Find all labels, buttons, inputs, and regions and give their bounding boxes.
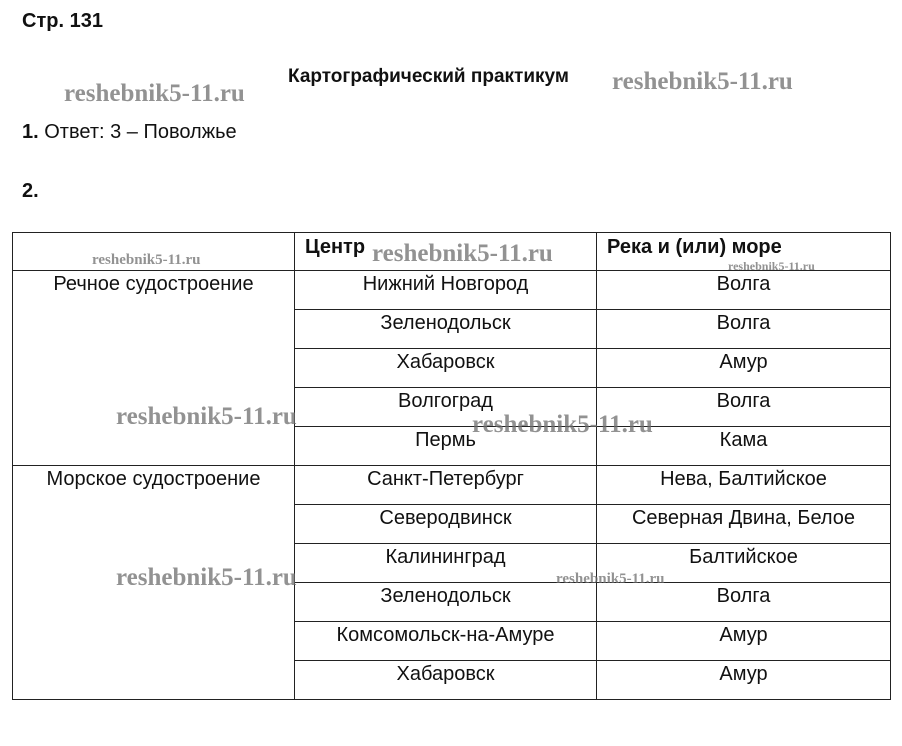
- header-water: Река и (или) море: [597, 233, 891, 271]
- center-cell: Волгоград: [295, 388, 597, 427]
- water-cell: Нева, Балтийское: [597, 466, 891, 505]
- task1-number: 1.: [22, 121, 39, 143]
- watermark: reshebnik5-11.ru: [556, 571, 665, 587]
- watermark: reshebnik5-11.ru: [728, 259, 815, 273]
- water-cell: Северная Двина, Белое: [597, 505, 891, 544]
- center-cell: Зеленодольск: [295, 310, 597, 349]
- center-cell: Пермь: [295, 427, 597, 466]
- water-cell: Амур: [597, 349, 891, 388]
- center-cell: Комсомольск-на-Амуре: [295, 622, 597, 661]
- watermark: reshebnik5-11.ru: [612, 68, 793, 95]
- water-cell: Амур: [597, 622, 891, 661]
- center-cell: Санкт-Петербург: [295, 466, 597, 505]
- water-cell: Амур: [597, 661, 891, 700]
- table-row: [13, 271, 891, 310]
- water-cell: Волга: [597, 388, 891, 427]
- watermark: reshebnik5-11.ru: [64, 80, 245, 107]
- section-title: Картографический практикум: [288, 66, 569, 87]
- watermark: reshebnik5-11.ru: [372, 240, 553, 267]
- task1-answer-text: Ответ: 3 – Поволжье: [44, 121, 237, 143]
- table-row: [13, 466, 891, 505]
- water-cell: Кама: [597, 427, 891, 466]
- table-header-row: [13, 233, 891, 271]
- group-type-sea: Морское судостроение: [13, 466, 295, 700]
- center-cell: Хабаровск: [295, 349, 597, 388]
- shipbuilding-table: [12, 232, 891, 700]
- watermark: reshebnik5-11.ru: [116, 564, 297, 591]
- center-cell: Северодвинск: [295, 505, 597, 544]
- center-cell: Калининград: [295, 544, 597, 583]
- header-type: [13, 233, 295, 271]
- task1-answer: [22, 121, 237, 144]
- center-cell: Хабаровск: [295, 661, 597, 700]
- water-cell: Волга: [597, 271, 891, 310]
- watermark: reshebnik5-11.ru: [472, 411, 653, 438]
- water-cell: Волга: [597, 583, 891, 622]
- task2-number: 2.: [22, 180, 39, 202]
- header-center: Центр: [295, 233, 597, 271]
- center-cell: Нижний Новгород: [295, 271, 597, 310]
- water-cell: Волга: [597, 310, 891, 349]
- group-type-river: Речное судостроение: [13, 271, 295, 466]
- center-cell: Зеленодольск: [295, 583, 597, 622]
- water-cell: Балтийское: [597, 544, 891, 583]
- page-label: Стр. 131: [22, 10, 103, 32]
- watermark: reshebnik5-11.ru: [92, 252, 201, 268]
- watermark: reshebnik5-11.ru: [116, 403, 297, 430]
